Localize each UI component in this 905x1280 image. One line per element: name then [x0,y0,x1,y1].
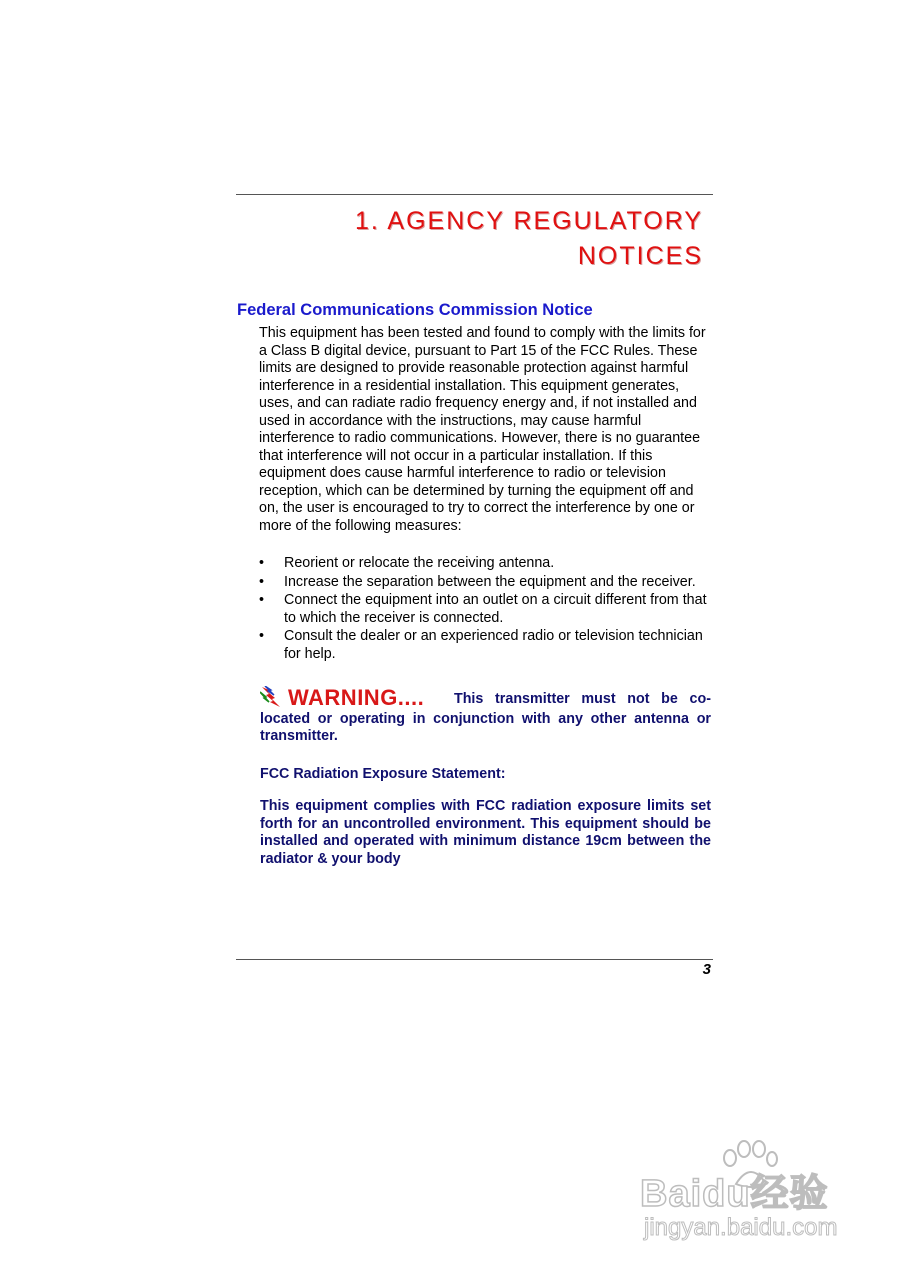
header-rule [236,194,713,195]
measure-text: Consult the dealer or an experienced radio or television technician for help. [284,628,703,662]
measures-list [259,555,707,664]
bullet-icon: • [259,628,265,644]
warning-logo [260,686,424,711]
warning-block [260,686,711,746]
warning-label: WARNING.... [287,685,425,710]
watermark-brand: Baidu经验 [640,1173,829,1215]
list-item [259,592,707,627]
chapter-title [253,204,703,274]
bullet-icon: • [259,573,265,590]
page-number: 3 [702,961,711,978]
bullet-icon: • [259,555,265,571]
watermark-url: jingyan.baidu.com [644,1214,838,1241]
lightning-icon [260,686,284,708]
measure-text: Increase the separation between the equipment and the receiver. [284,573,696,590]
radiation-heading: FCC Radiation Exposure Statement: [260,766,506,782]
warning-text: This transmitter must not be co-located or operating in conjunction with any other antenna or transmitter. [260,691,711,744]
chapter-title-line-1: 1. AGENCY REGULATORY [355,207,703,235]
fcc-notice-paragraph: This equipment has been tested and found to comply with the limits for a Class B digital device, pursuant to Part 15 of the FCC Rules. These limits are designed to provide reasonable protection against harmful interference in a residential installation. This equipment generates, uses, and can radiate radio frequency energy and, if not installed and used in accordance with the instructions, may cause harmful interference to radio communications. However, there is no guarantee that interference will not occur in a particular installation. If this equipment does cause harmful interference to radio or television reception, which can be determined by turning the equipment off and on, the user is encouraged to try to correct the interference by one or more of the following measures: [259,325,706,534]
list-item [259,628,707,663]
radiation-statement: This equipment complies with FCC radiation exposure limits set forth for an uncontrolled environment. This equipment should be installed and operated with minimum distance 19cm between the radiator & your body [260,798,711,867]
list-item [259,574,707,592]
list-item [259,555,707,573]
baidu-watermark [640,1140,860,1250]
footer-rule [236,959,713,960]
chapter-title-line-2: NOTICES [577,242,703,270]
section-heading: Federal Communications Commission Notice [237,301,593,319]
measure-text: Connect the equipment into an outlet on a circuit different from that to which the receiver is connected. [284,592,707,626]
measure-text: Reorient or relocate the receiving antenna. [284,555,555,571]
bullet-icon: • [259,592,265,608]
